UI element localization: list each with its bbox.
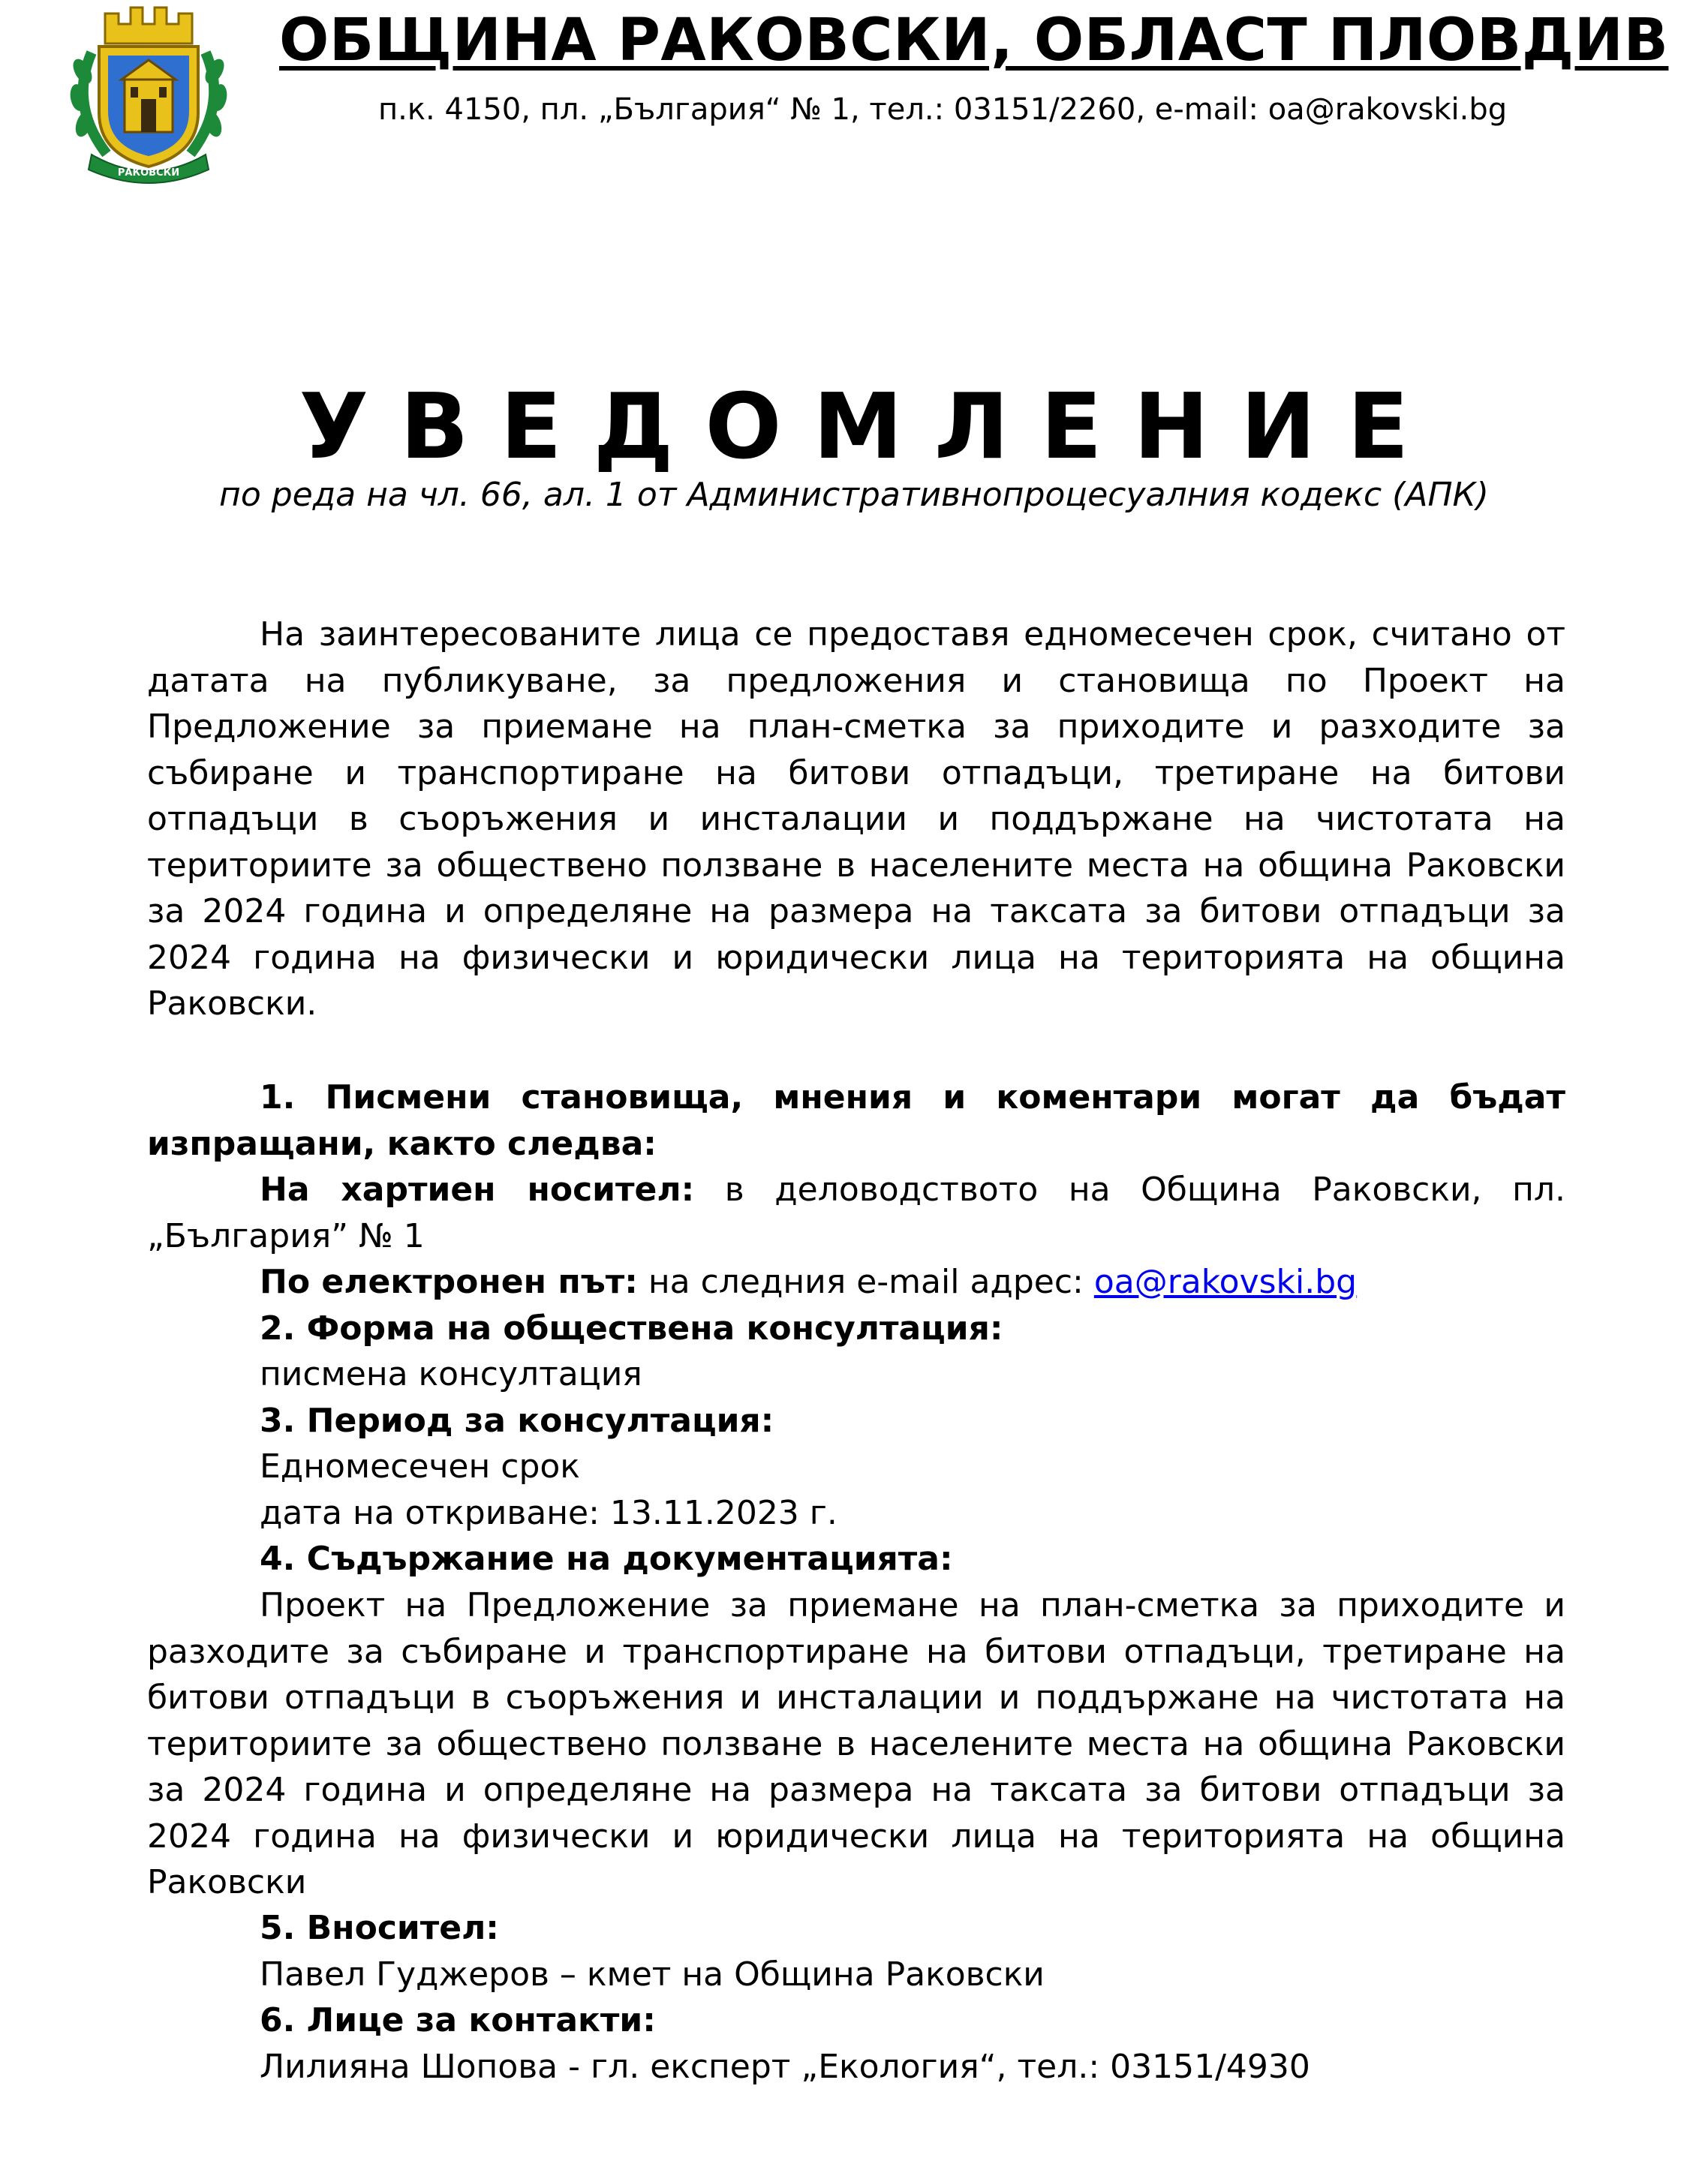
section-3-heading: 3. Период за консултация: [260, 1402, 774, 1440]
municipality-title: ОБЩИНА РАКОВСКИ, ОБЛАСТ ПЛОВДИВ [279, 7, 1669, 74]
document-title: УВЕДОМЛЕНИЕ [299, 375, 1441, 479]
municipal-coat-of-arms-icon [62, 0, 236, 186]
paper-label: На хартиен носител: [260, 1171, 695, 1209]
paper-value: в деловодството на Община Раковски, пл. „България” № 1 [147, 1171, 1565, 1255]
svg-text:РАКОВСКИ: РАКОВСКИ [117, 167, 180, 179]
electronic-submission-line [260, 1259, 1357, 1306]
documentation-content: Проект на Предложение за приемане на план-сметка за приходите и разходите за събиране и транспортиране на битови отпадъци, третиране на битови отпадъци в съоръжения и инсталации и поддържане на чистотата на териториите за обществено ползване в населените места на община Раковски за 2024 година и определяне на размера на таксата за битови отпадъци за 2024 година на физически и юридически лица на територията на община Раковски [147, 1586, 1565, 1901]
section-4-heading: 4. Съдържание на документацията: [260, 1540, 953, 1578]
consultation-period-value: Едномесечен срок [260, 1447, 580, 1486]
submitter-value: Павел Гуджеров – кмет на Община Раковски [260, 1955, 1045, 1994]
section-1-heading: 1. Писмени становища, мнения и коментари могат да бъдат изпращани, както следва: [147, 1078, 1565, 1163]
section-6-heading: 6. Лице за контакти: [260, 2001, 656, 2039]
electronic-value: на следния e-mail адрес: [637, 1263, 1094, 1301]
electronic-label: По електронен път: [260, 1263, 638, 1301]
contact-person-value: Лилияна Шопова - гл. експерт „Екология“, тел.: 03151/4930 [260, 2048, 1310, 2086]
section-2-heading: 2. Форма на обществена консултация: [260, 1309, 1003, 1348]
opening-date: дата на откриване: 13.11.2023 г. [260, 1494, 837, 1532]
consultation-form-value: писмена консултация [260, 1355, 642, 1393]
intro-paragraph: На заинтересованите лица се предоставя едномесечен срок, считано от датата на публикуване, за предложения и становища по Проект на Предложение за приемане на план-сметка за приходите и разходите за събиране и транспортиране на битови отпадъци, третиране на битови отпадъци в съоръжения и инсталации и поддържане на чистотата на териториите за обществено ползване в населените места на община Раковски за 2024 година и определяне на размера на таксата за битови отпадъци за 2024 година на физически и юридически лица на територията на община Раковски. [147, 615, 1565, 1023]
document-subtitle: по реда на чл. 66, ал. 1 от Административнопроцесуалния кодекс (АПК) [219, 476, 1489, 514]
email-link[interactable]: oa@rakovski.bg [1093, 1263, 1358, 1301]
paper-submission-line [147, 1167, 1565, 1259]
municipality-contacts: п.к. 4150, пл. „България“ № 1, тел.: 03151/2260, e-mail: oa@rakovski.bg [378, 92, 1508, 127]
section-5-heading: 5. Вносител: [260, 1909, 499, 1947]
